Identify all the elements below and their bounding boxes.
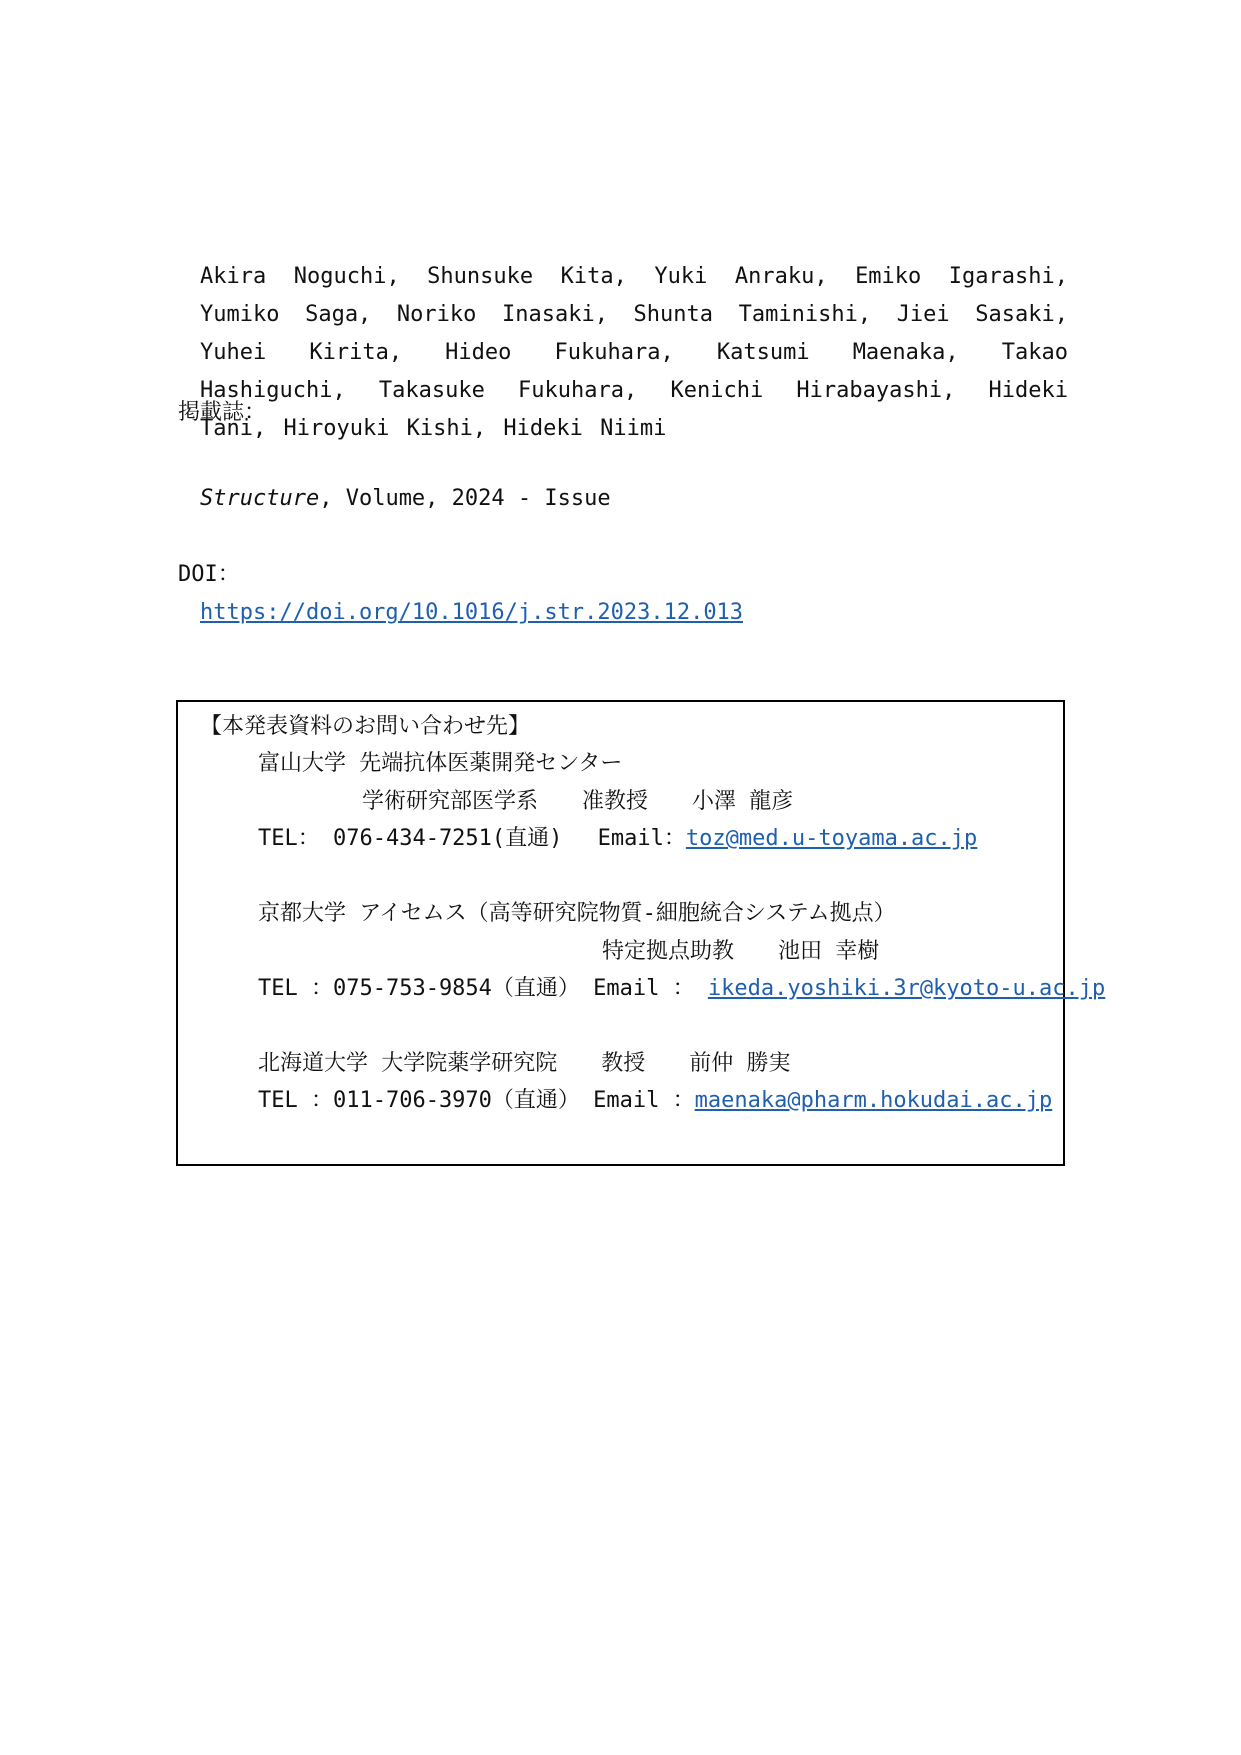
- kyoto-tel: TEL ：075-753-9854（直通） Email ：: [258, 976, 708, 1001]
- kyoto-email-link[interactable]: ikeda.yoshiki.3r@kyoto-u.ac.jp: [707, 976, 1106, 1001]
- kyoto-institution: 京都大学 アイセムス（高等研究院物質-細胞統合システム拠点）: [258, 901, 896, 926]
- hokkaido-tel: TEL ：011-706-3970（直通） Email ：: [258, 1088, 695, 1113]
- hokkaido-institution: 北海道大学 大学院薬学研究院 教授 前仲 勝実: [258, 1051, 791, 1076]
- journal-citation: [200, 484, 611, 514]
- kyoto-position: 特定拠点助教 池田 幸樹: [602, 939, 880, 964]
- doi-link[interactable]: https://doi.org/10.1016/j.str.2023.12.013: [200, 600, 744, 625]
- doi-label: DOI：: [178, 562, 240, 587]
- contact-box: [176, 700, 1106, 1166]
- toyama-email-link[interactable]: toz@med.u-toyama.ac.jp: [685, 826, 978, 851]
- journal-name: Structure: [200, 486, 320, 511]
- journal-label: 掲載誌：: [178, 400, 267, 425]
- toyama-position: 学術研究部医学系 准教授 小澤 龍彦: [362, 789, 794, 814]
- journal-volume-issue: , Volume, 2024 - Issue: [319, 486, 611, 511]
- author-list: Akira Noguchi, Shunsuke Kita, Yuki Anraku, Emiko Igarashi, Yumiko Saga, Noriko Inasaki, Shunta Taminishi, Jiei Sasaki, Yuhei Kirita, Hideo Fukuhara, Katsumi Maenaka, Takao Hashiguchi, Takasuke Fukuhara, Kenichi Hirabayashi, Hideki Tani, Hiroyuki Kishi, Hideki Niimi: [200, 264, 1068, 441]
- hokkaido-email-link[interactable]: maenaka@pharm.hokudai.ac.jp: [694, 1088, 1053, 1113]
- contact-heading: 【本発表資料のお問い合わせ先】: [200, 714, 531, 739]
- hokkaido-contact-line: [258, 1086, 1052, 1116]
- toyama-contact-line: [258, 824, 977, 854]
- toyama-institution: 富山大学 先端抗体医薬開発センター: [258, 751, 623, 776]
- toyama-tel: TEL： 076-434-7251(直通) Email：: [258, 826, 686, 851]
- kyoto-contact-line: [258, 974, 1105, 1004]
